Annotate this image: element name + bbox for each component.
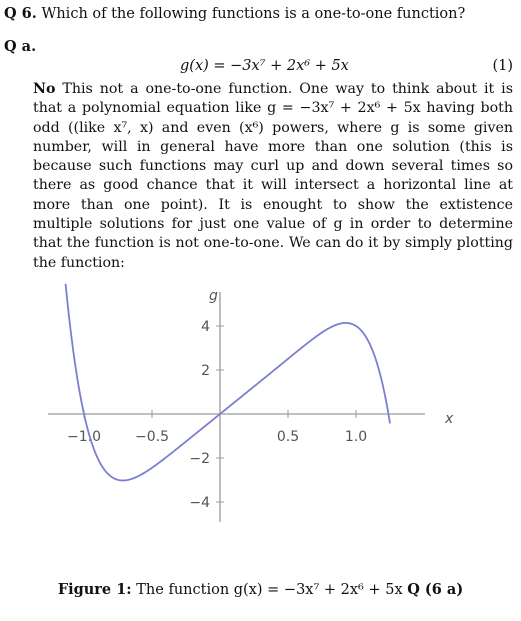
answer-text: This not a one-to-one function. One way to think about it is that a polynomial equation like g = −3x⁷ + 2x⁶ + 5x having both odd ((like x⁷, x) and even (x⁶) powers, where g is some given number, will in general have more than one solution (this is because such functions may curl up and down several times so there as good chance that it will intersect a horizontal line at more than one point). It is enought to show the extistence multiple solutions for just one value of g in order to determine that the function is not one-to-one. We can do it by simply plotting the function: <box>33 81 514 271</box>
caption-text: The function g(x) = −3x⁷ + 2x⁶ + 5x <box>136 582 403 598</box>
figure-caption <box>0 581 521 598</box>
caption-label: Figure 1: <box>57 581 132 598</box>
x-tick-label: 1.0 <box>344 429 368 445</box>
subquestion-label: Q a. <box>4 38 37 55</box>
equation-number: (1) <box>492 58 513 74</box>
y-tick-label: 2 <box>201 363 210 379</box>
x-tick-label: −1.0 <box>67 429 101 445</box>
y-tick-label: −2 <box>189 451 210 467</box>
x-axis-label: x <box>445 411 454 427</box>
y-tick-label: −4 <box>189 495 210 511</box>
plot-axes <box>48 292 425 522</box>
question-text: Which of the following functions is a one-to-one function? <box>41 6 466 22</box>
x-tick-label: −0.5 <box>135 429 169 445</box>
answer-lead: No <box>33 81 56 97</box>
equation: g(x) = −3x⁷ + 2x⁶ + 5x <box>180 58 349 74</box>
y-axis-label: g <box>209 288 218 304</box>
y-tick-label: 4 <box>201 319 210 335</box>
function-curve <box>66 284 390 481</box>
plot-ticks <box>67 319 367 511</box>
x-tick-label: 0.5 <box>276 429 300 445</box>
question-label: Q 6. <box>4 5 37 22</box>
caption-ref: Q (6 a) <box>407 581 464 598</box>
